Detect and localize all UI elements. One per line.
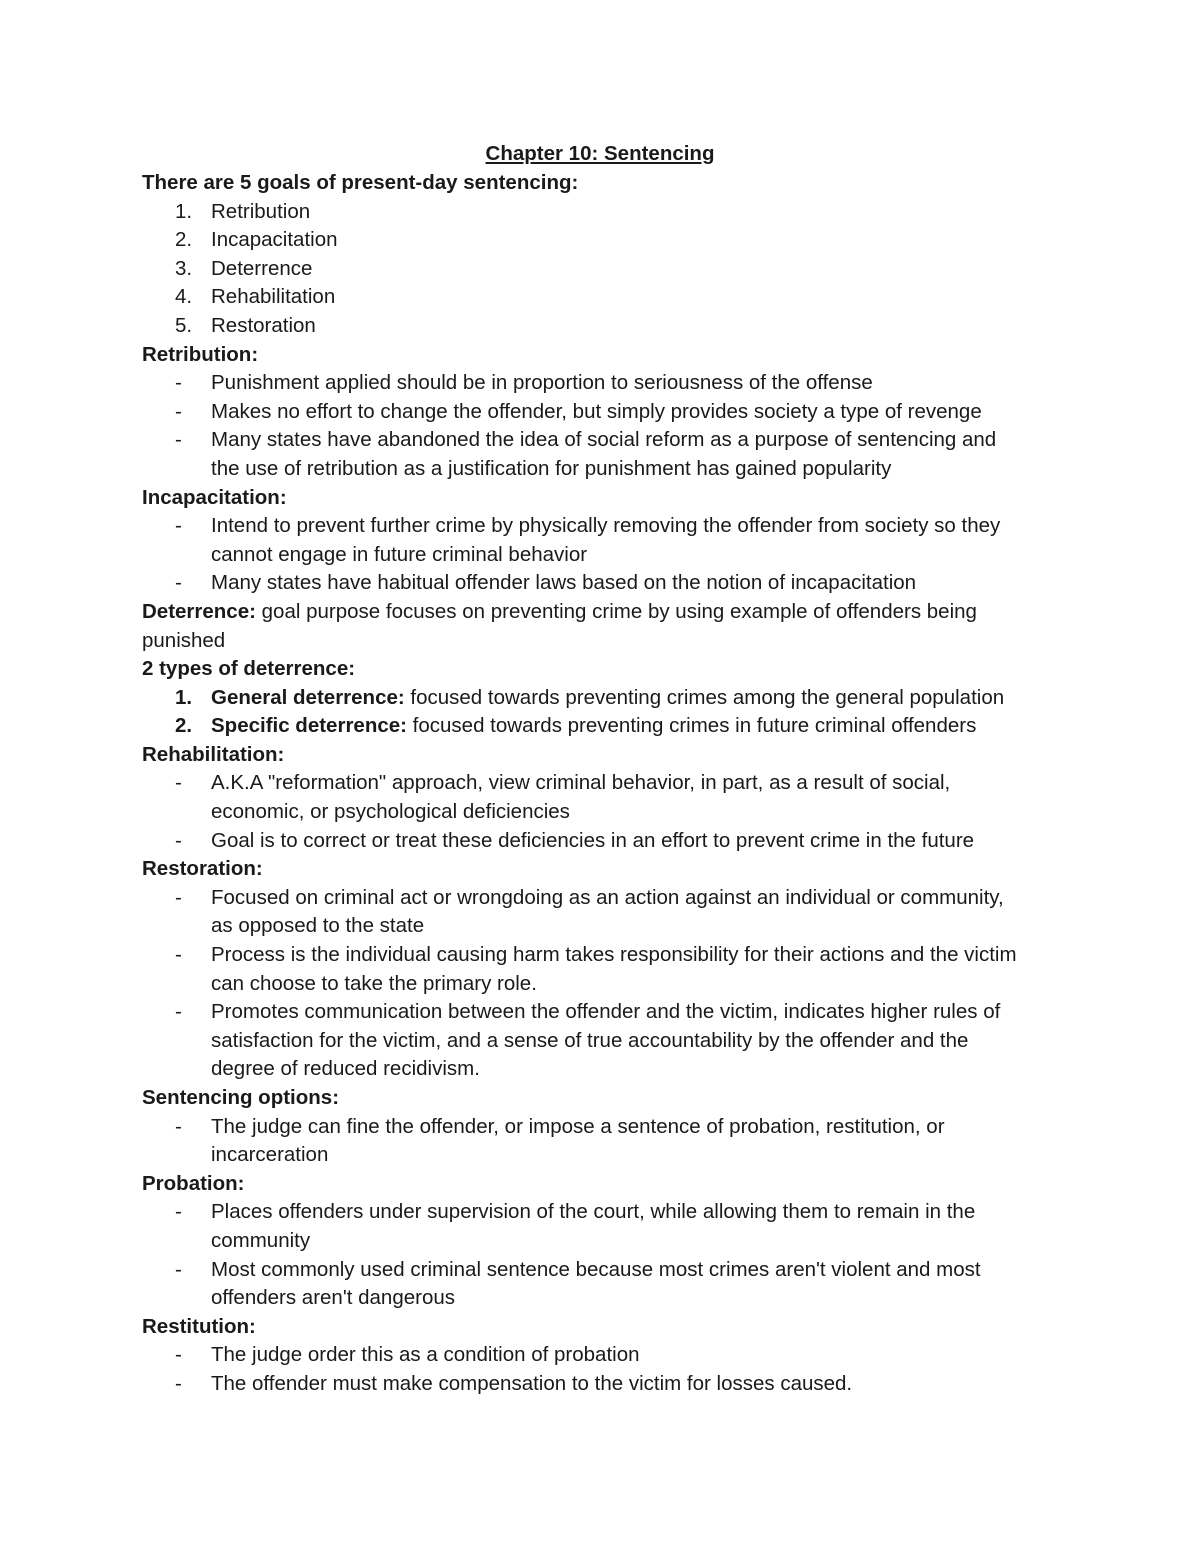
bullet-continuation [142,1141,1072,1170]
deterrence-type-item [142,684,1072,713]
deterrence-paragraph-cont: punished [142,628,226,652]
bullet-text: cannot engage in future criminal behavior [211,542,588,566]
goals-heading: There are 5 goals of present-day sentencing: [142,171,579,194]
bullet-text: offenders aren't dangerous [211,1286,456,1310]
deterrence-paragraph [142,598,1072,627]
bullet-dash: - [175,1114,182,1138]
bullet-dash: - [175,428,182,452]
bullet-text: The offender must make compensation to the victim for losses caused. [211,1371,853,1395]
type-number: 2. [175,714,193,738]
restitution-heading: Restitution: [142,1314,256,1338]
bullet-item [142,398,1072,427]
bullet-item [142,1256,1072,1285]
bullet-dash: - [175,571,182,595]
bullet-text: A.K.A "reformation" approach, view criminal behavior, in part, as a result of social, [211,771,951,795]
bullet-text: degree of reduced recidivism. [211,1057,480,1081]
bullet-dash: - [175,1371,182,1395]
bullet-text: Many states have habitual offender laws based on the notion of incapacitation [211,571,917,595]
bullet-item [142,1370,1072,1399]
deterrence-heading: Deterrence: [142,599,256,623]
bullet-dash: - [175,1000,182,1024]
bullet-item [142,884,1072,913]
bullet-dash: - [175,1200,182,1224]
bullet-text: Punishment applied should be in proportion to seriousness of the offense [211,371,873,395]
restoration-heading: Restoration: [142,857,263,881]
bullet-dash: - [175,943,182,967]
bullet-continuation [142,1055,1072,1084]
bullet-dash: - [175,771,182,795]
bullet-dash: - [175,885,182,909]
bullet-text: the use of retribution as a justification for punishment has gained popularity [211,456,892,480]
bullet-dash: - [175,1343,182,1367]
bullet-continuation [142,1227,1072,1256]
deterrence-type-item [142,712,1072,741]
deterrence-types-heading: 2 types of deterrence: [142,657,356,681]
bullet-item [142,941,1072,970]
bullet-text: Most commonly used criminal sentence because most crimes aren't violent and most [211,1257,981,1281]
bullet-text: incarceration [211,1143,329,1167]
goal-number: 2. [175,228,193,252]
type-label: Specific deterrence: [211,714,407,738]
goal-text: Retribution [211,199,311,223]
bullet-item [142,769,1072,798]
bullet-continuation [142,1284,1072,1313]
goal-item [142,283,1072,312]
bullet-dash: - [175,828,182,852]
bullet-text: The judge order this as a condition of probation [211,1343,640,1367]
goal-number: 4. [175,285,193,309]
goal-text: Rehabilitation [211,285,336,309]
bullet-text: satisfaction for the victim, and a sense of true accountability by the offender and the [211,1028,969,1052]
bullet-item [142,512,1072,541]
sentencing-options-heading: Sentencing options: [142,1086,340,1109]
goal-text: Incapacitation [211,228,338,252]
deterrence-text: goal purpose focuses on preventing crime by using example of offenders being [255,599,977,623]
bullet-item [142,1113,1072,1142]
bullet-text: Intend to prevent further crime by physically removing the offender from society so they [211,514,1001,538]
bullet-item [142,1341,1072,1370]
bullet-item [142,998,1072,1027]
probation-heading: Probation: [142,1171,245,1195]
bullet-text: can choose to take the primary role. [211,971,537,995]
bullet-text: Promotes communication between the offender and the victim, indicates higher rules of [211,1000,1001,1024]
bullet-text: community [211,1228,311,1252]
goal-number: 3. [175,256,193,280]
document-body [142,169,1072,1399]
incapacitation-heading: Incapacitation: [142,485,287,509]
bullet-text: Process is the individual causing harm takes responsibility for their actions and the victim [211,943,1017,967]
goal-item [142,226,1072,255]
type-text: focused towards preventing crimes among the general population [404,685,1005,709]
bullet-dash: - [175,371,182,395]
bullet-continuation [142,1027,1072,1056]
goal-item [142,312,1072,341]
rehabilitation-heading: Rehabilitation: [142,742,285,766]
bullet-text: Places offenders under supervision of the court, while allowing them to remain in the [211,1200,976,1224]
bullet-continuation [142,455,1072,484]
bullet-text: economic, or psychological deficiencies [211,800,570,824]
type-number: 1. [175,685,193,709]
goal-item [142,255,1072,284]
bullet-dash: - [175,399,182,423]
bullet-item [142,369,1072,398]
bullet-continuation [142,912,1072,941]
bullet-item [142,569,1072,598]
goal-item [142,198,1072,227]
bullet-text: Goal is to correct or treat these deficiencies in an effort to prevent crime in the future [211,828,975,852]
bullet-continuation [142,970,1072,999]
bullet-continuation [142,798,1072,827]
bullet-text: Makes no effort to change the offender, but simply provides society a type of revenge [211,399,982,423]
bullet-item [142,426,1072,455]
goal-text: Deterrence [211,256,313,280]
bullet-text: Focused on criminal act or wrongdoing as an action against an individual or community, [211,885,1004,909]
bullet-text: as opposed to the state [211,914,425,938]
goal-number: 1. [175,199,193,223]
bullet-text: The judge can fine the offender, or impose a sentence of probation, restitution, or [211,1114,945,1138]
bullet-text: Many states have abandoned the idea of social reform as a purpose of sentencing and [211,428,997,452]
bullet-item [142,1198,1072,1227]
goal-text: Restoration [211,313,316,337]
type-label: General deterrence: [211,685,405,709]
goal-number: 5. [175,313,193,337]
retribution-heading: Retribution: [142,342,259,366]
type-text: focused towards preventing crimes in future criminal offenders [406,714,977,738]
bullet-dash: - [175,514,182,538]
bullet-dash: - [175,1257,182,1281]
bullet-continuation [142,541,1072,570]
bullet-item [142,827,1072,856]
page-title: Chapter 10: Sentencing [485,142,715,165]
